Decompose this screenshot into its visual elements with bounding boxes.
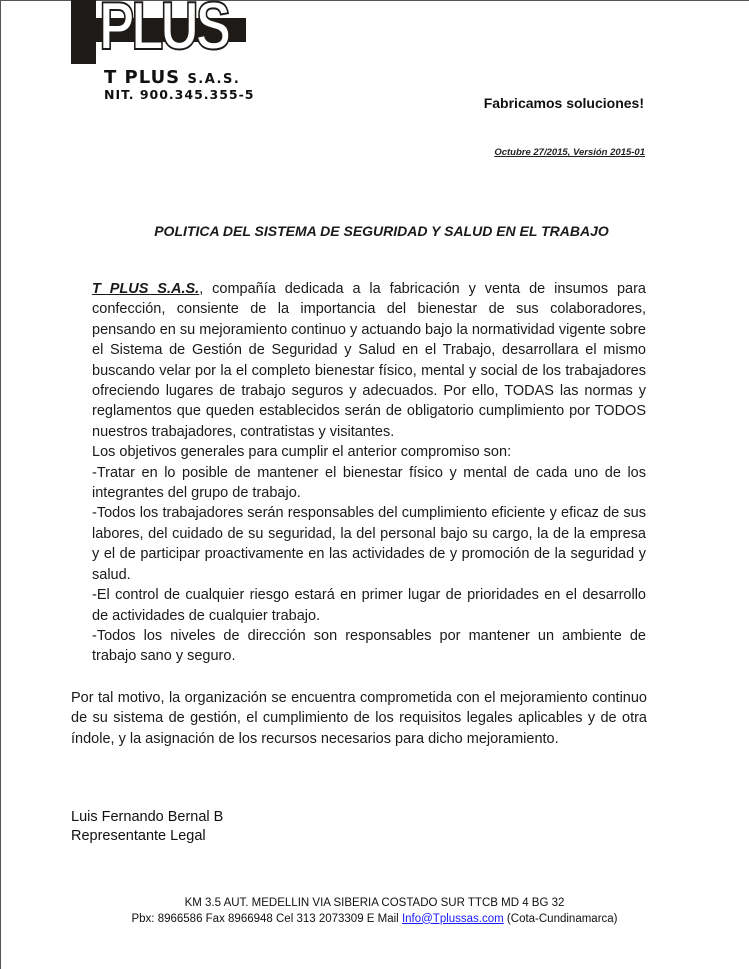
company-logo — [71, 0, 271, 105]
intro-text: , compañía dedicada a la fabricación y venta de insumos para confección, consiente de la importancia del bienestar de sus colaboradores, pensando en su mejoramiento continuo y actuando bajo la normatividad vigente sobre el Sistema de Gestión de Seguridad y Salud en el Trabajo, desarrollara el mismo buscando velar por la el completo bienestar físico, mental y social de los trabajadores ofreciendo lugares de trabajo seguros y adecuados. Por ello, TODAS las normas y reglamentos que queden establecidos serán de obligatorio cumplimiento por TODOS nuestros trabajadores, contratistas y visitantes. — [92, 281, 646, 440]
footer-contact-prefix: Pbx: 8966586 Fax 8966948 Cel 313 2073309 E Mail — [131, 912, 402, 925]
company-name: T PLUS S.A.S. — [92, 281, 200, 297]
objective-item: -Tratar en lo posible de mantener el bienestar físico y mental de cada uno de los integrantes del grupo de trabajo. — [92, 464, 646, 502]
logo-vertical-bar — [71, 0, 96, 64]
email-link[interactable]: Info@Tplussas.com — [401, 912, 504, 925]
slogan: Fabricamos soluciones! — [483, 95, 644, 111]
closing-paragraph: Por tal motivo, la organización se encuentra comprometida con el mejoramiento continuo de su sistema de gestión, el cumplimiento de los requisitos legales aplicables y de otra índole, y la asignación de los recursos necesarios para dicho mejoramiento. — [71, 690, 647, 747]
signer-role: Representante Legal — [71, 827, 206, 844]
footer-address: KM 3.5 AUT. MEDELLIN VIA SIBERIA COSTADO SUR TTCB MD 4 BG 32 — [184, 897, 565, 909]
document-title: POLITICA DEL SISTEMA DE SEGURIDAD Y SALUD EN EL TRABAJO — [154, 223, 609, 239]
policy-body — [92, 279, 646, 667]
logo-company-suffix: S.A.S. — [187, 72, 241, 87]
objective-item: -El control de cualquier riesgo estará en primer lugar de prioridades en el desarrollo de actividades de cualquier trabajo. — [92, 587, 646, 624]
signature-block — [71, 808, 223, 845]
objective-item: -Todos los niveles de dirección son responsables por mantener un ambiente de trabajo sano y seguro. — [92, 627, 646, 665]
footer-contact — [0, 912, 749, 928]
version-date: Octubre 27/2015, Versión 2015-01 — [494, 147, 645, 158]
logo-word: PLUS — [99, 0, 228, 64]
objectives-heading: Los objetivos generales para cumplir el anterior compromiso son: — [92, 444, 512, 461]
logo-company-name — [104, 67, 240, 88]
page-border-left — [0, 0, 1, 969]
footer-contact-suffix: (Cota-Cundinamarca) — [503, 912, 618, 925]
intro-paragraph — [92, 279, 646, 442]
logo-nit: NIT. 900.345.355-5 — [104, 87, 255, 102]
signer-name: Luis Fernando Bernal B — [71, 809, 224, 825]
footer — [0, 896, 749, 927]
objective-item: -Todos los trabajadores serán responsables del cumplimiento eficiente y eficaz de sus labores, del cuidado de su seguridad, la del personal bajo su cargo, la de la empresa y el de participar proactivamente en las actividades de y promoción de la seguridad y salud. — [92, 505, 646, 583]
logo-company: T PLUS — [104, 67, 181, 88]
